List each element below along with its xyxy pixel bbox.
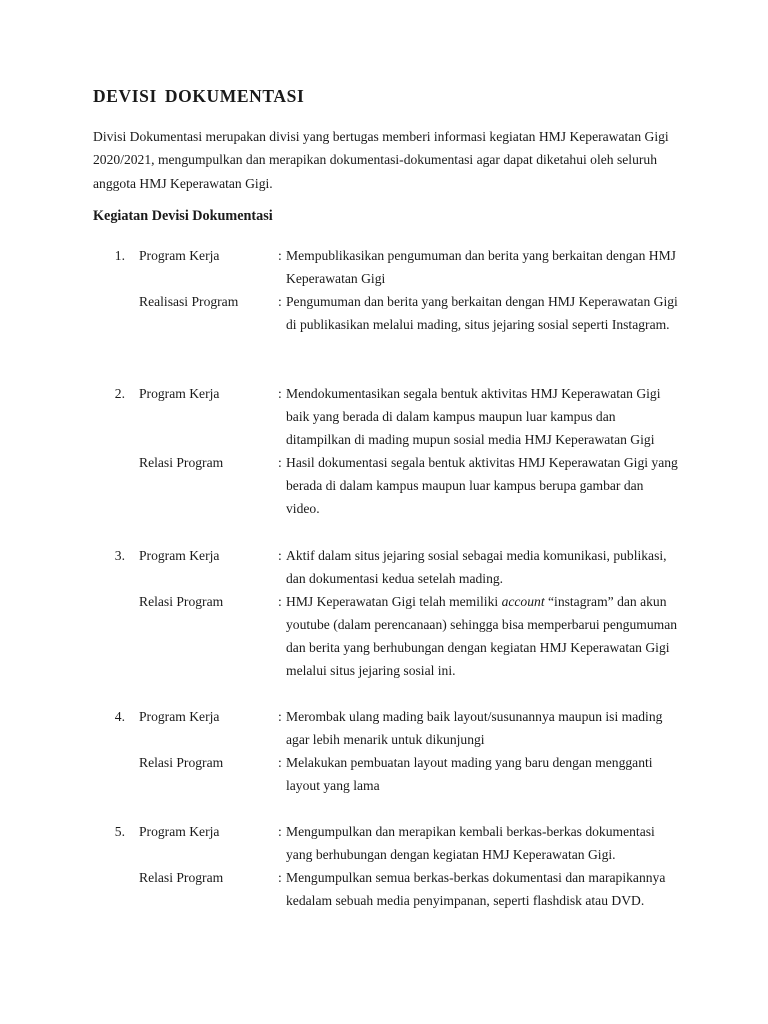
program-number: 1. — [114, 248, 125, 263]
realisasi-program-row — [0, 751, 768, 797]
program-item-4 — [0, 705, 768, 797]
program-item-1 — [0, 244, 768, 336]
realisasi-program-label: Realisasi Program — [139, 294, 239, 310]
program-number: 4. — [114, 709, 125, 724]
program-kerja-row — [0, 820, 768, 866]
account-italic: account — [501, 594, 545, 610]
colon-separator: : — [278, 294, 282, 310]
colon-separator: : — [278, 455, 282, 471]
colon-separator: : — [278, 548, 282, 563]
program-kerja-text: Mengumpulkan dan merapikan kembali berkas-berkas dokumentasi yang berhubungan dengan kegiatan HMJ Keperawatan Gigi. — [286, 824, 655, 863]
colon-separator: : — [278, 386, 282, 401]
program-item-2 — [0, 382, 768, 521]
intro-paragraph: Divisi Dokumentasi merupakan divisi yang bertugas memberi informasi kegiatan HMJ Keperawatan Gigi 2020/2021, mengumpulkan dan merapikan dokumentasi-dokumentasi agar dapat diketahui oleh seluruh anggota HMJ Keperawatan Gigi. — [93, 129, 669, 191]
realisasi-program-text: Melakukan pembuatan layout mading yang baru dengan mengganti layout yang lama — [286, 755, 653, 794]
program-number: 3. — [114, 548, 125, 563]
program-kerja-row — [0, 544, 768, 590]
program-kerja-label: Program Kerja — [139, 386, 220, 401]
colon-separator: : — [278, 248, 282, 263]
realisasi-program-row — [0, 866, 768, 912]
realisasi-program-row — [0, 290, 768, 336]
realisasi-program-text: HMJ Keperawatan Gigi telah memiliki account “instagram” dan akun youtube (dalam perencanaan) sehingga bisa memperbarui pengumuman dan berita yang berhubungan dengan kegiatan HMJ Keperawatan Gigi melalui situs jejaring sosial ini. — [286, 594, 678, 679]
program-kerja-text: Mendokumentasikan segala bentuk aktivitas HMJ Keperawatan Gigi baik yang berada di dalam kampus maupun luar kampus dan ditampilkan di mading mupun sosial media HMJ Keperawatan Gigi — [286, 386, 661, 448]
realisasi-program-text: Mengumpulkan semua berkas-berkas dokumentasi dan marapikannya kedalam sebuah media penyimpanan, seperti flashdisk atau DVD. — [286, 870, 666, 909]
colon-separator: : — [278, 870, 282, 886]
program-item-5 — [0, 820, 768, 912]
program-kerja-label: Program Kerja — [139, 548, 220, 563]
program-kerja-text: Mempublikasikan pengumuman dan berita yang berkaitan dengan HMJ Keperawatan Gigi — [286, 248, 676, 287]
program-kerja-text: Aktif dalam situs jejaring sosial sebagai media komunikasi, publikasi, dan dokumentasi kedua setelah mading. — [286, 548, 667, 587]
program-kerja-label: Program Kerja — [139, 709, 220, 724]
realisasi-program-label: Relasi Program — [139, 455, 224, 471]
realisasi-program-row — [0, 451, 768, 520]
realisasi-program-label: Relasi Program — [139, 870, 224, 886]
program-kerja-label: Program Kerja — [139, 824, 220, 839]
colon-separator: : — [278, 709, 282, 724]
section-title: Kegiatan Devisi Dokumentasi — [93, 208, 273, 224]
realisasi-program-label: Relasi Program — [139, 755, 224, 771]
program-number: 2. — [114, 386, 125, 401]
realisasi-program-text: Pengumuman dan berita yang berkaitan dengan HMJ Keperawatan Gigi di publikasikan melalui mading, situs jejaring sosial seperti Instagram. — [286, 294, 678, 333]
program-kerja-row — [0, 705, 768, 751]
colon-separator: : — [278, 755, 282, 771]
program-item-3 — [0, 544, 768, 683]
colon-separator: : — [278, 594, 282, 610]
program-kerja-row — [0, 244, 768, 290]
program-kerja-text: Merombak ulang mading baik layout/susunannya maupun isi mading agar lebih menarik untuk dikunjungi — [286, 709, 663, 748]
colon-separator: : — [278, 824, 282, 839]
realisasi-program-label: Relasi Program — [139, 594, 224, 610]
document-title: DEVISI DOKUMENTASI — [93, 86, 305, 106]
program-kerja-row — [0, 382, 768, 451]
realisasi-program-text: Hasil dokumentasi segala bentuk aktivitas HMJ Keperawatan Gigi yang berada di dalam kampus maupun luar kampus berupa gambar dan video. — [286, 455, 678, 517]
realisasi-program-row — [0, 590, 768, 682]
program-number: 5. — [114, 824, 125, 839]
program-kerja-label: Program Kerja — [139, 248, 220, 263]
